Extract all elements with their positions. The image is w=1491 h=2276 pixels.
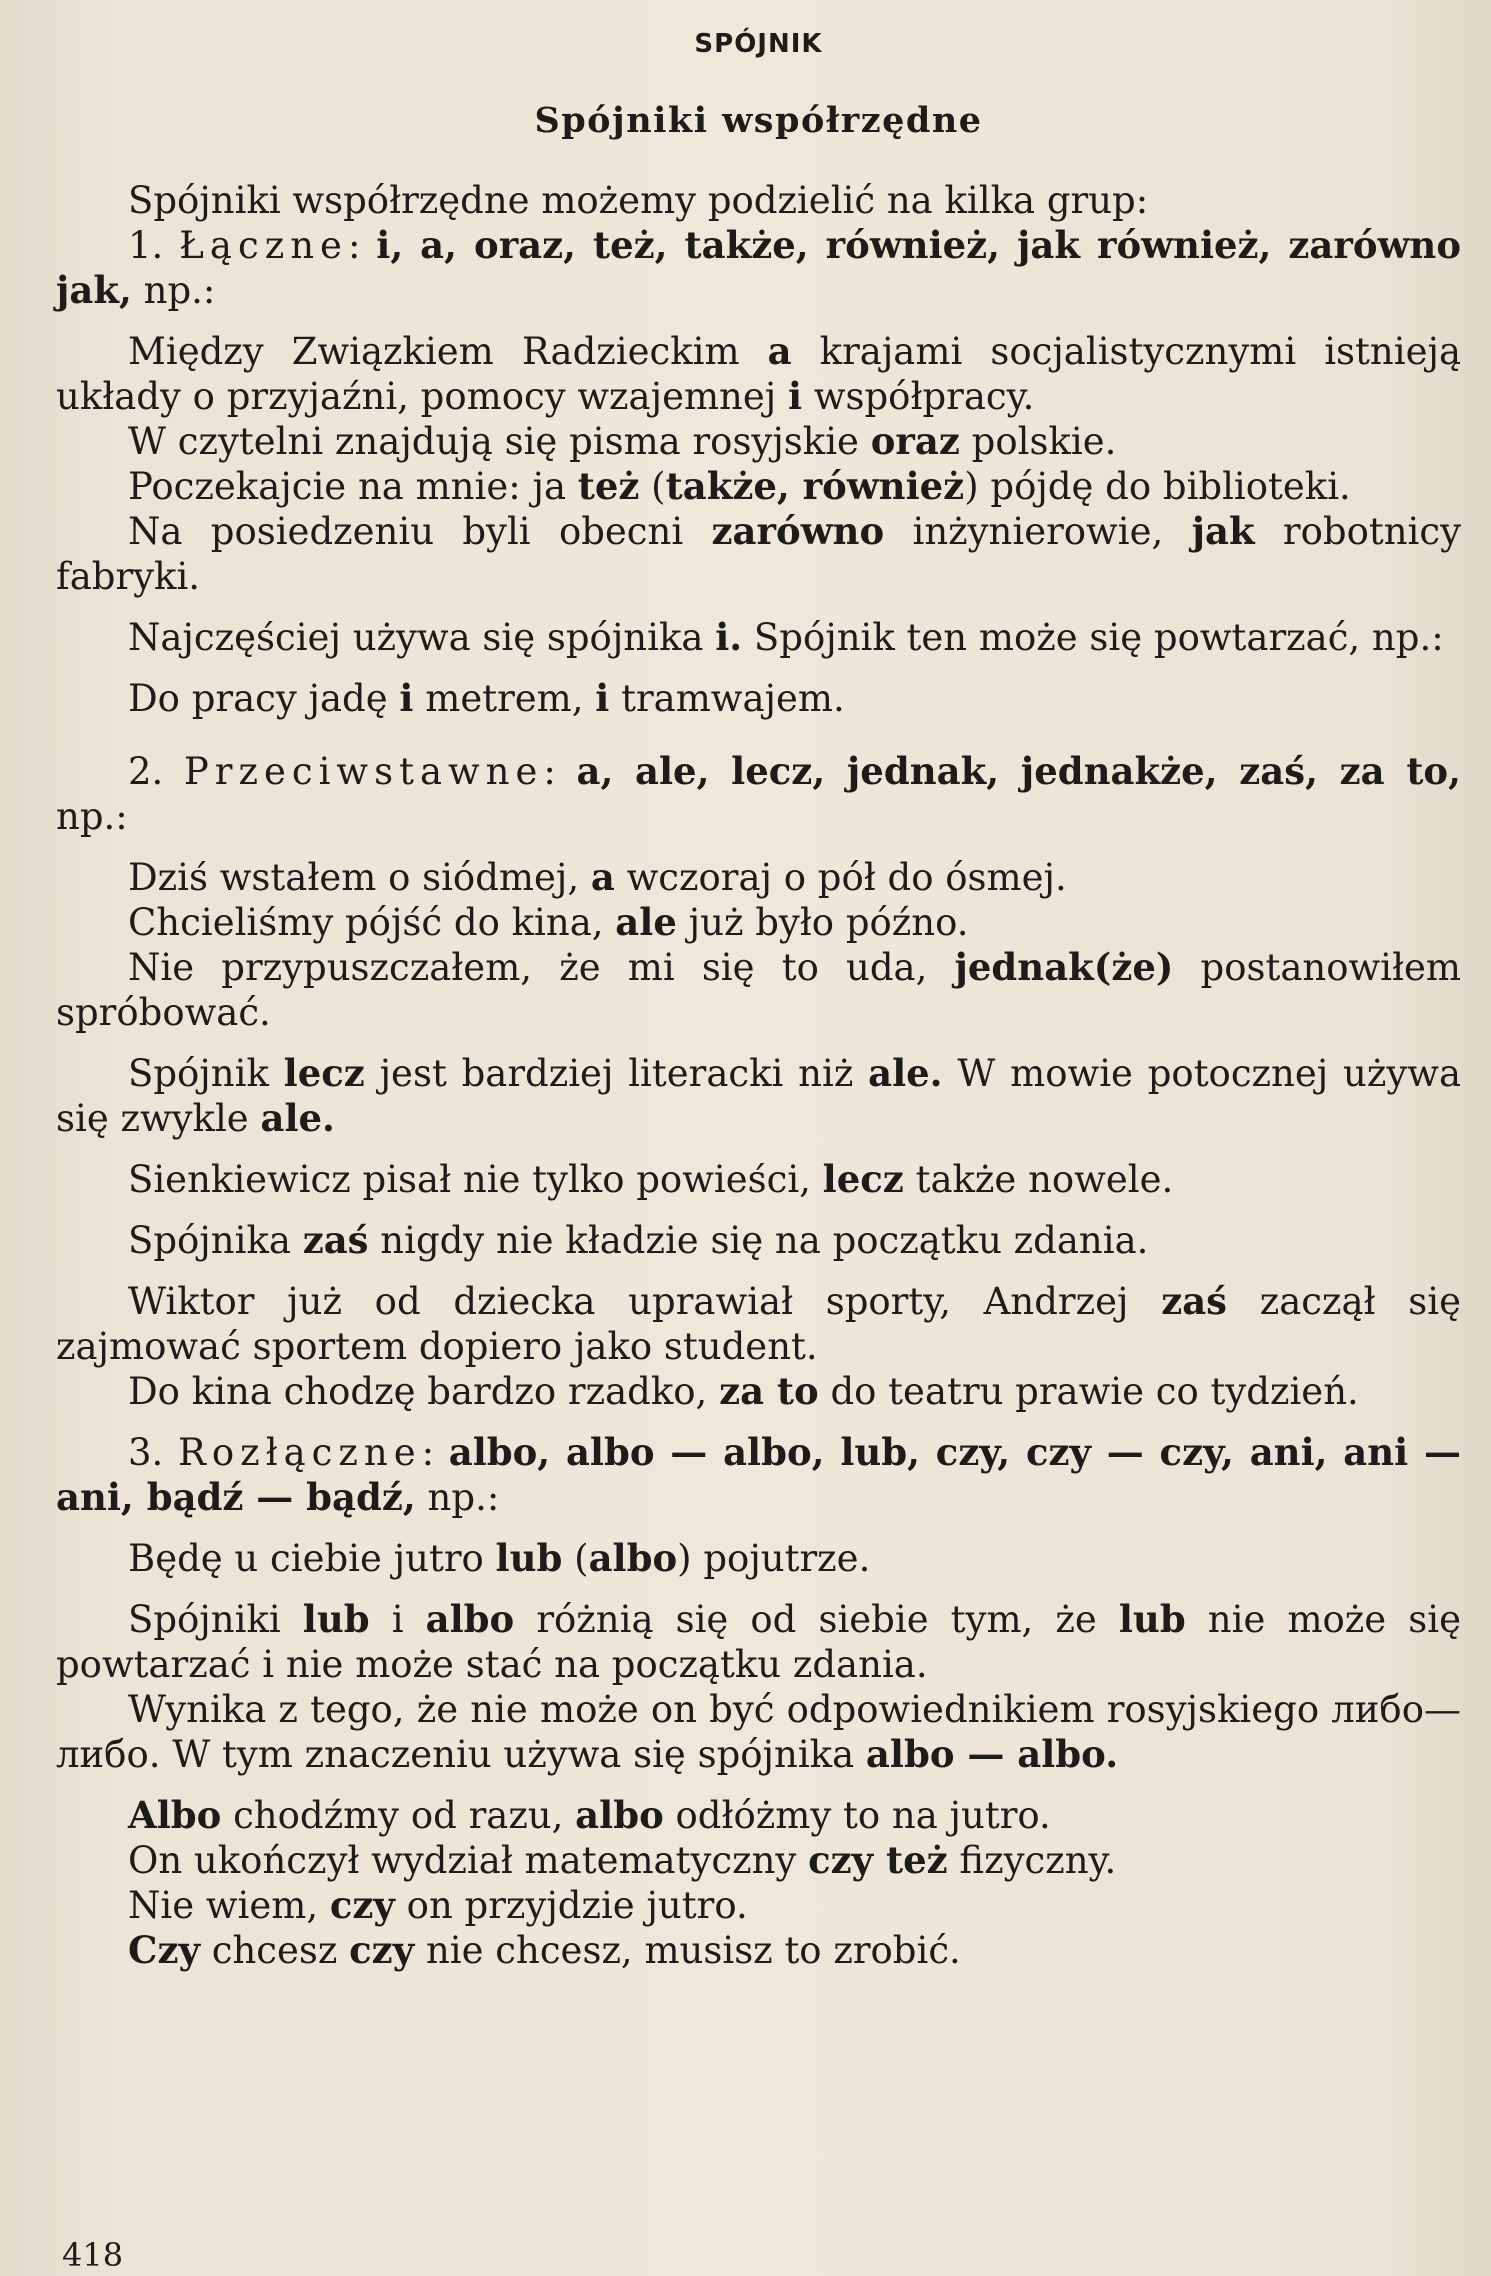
paragraph — [56, 1687, 1461, 1777]
paragraph — [56, 1597, 1461, 1687]
bold-term: albo — [575, 1793, 664, 1837]
text-run: jest bardziej literacki niż — [364, 1052, 869, 1095]
bold-term: i. — [715, 615, 743, 659]
text-run: Sienkiewicz pisał nie tylko powieści, — [128, 1158, 823, 1201]
bold-term: zaś — [1161, 1279, 1228, 1323]
body-text — [56, 178, 1461, 1973]
text-run: Wiktor już od dziecka uprawiał sporty, Andrzej — [128, 1280, 1162, 1323]
bold-term: a, ale, lecz, jednak, jednakże, zaś, za to, — [576, 749, 1461, 793]
paragraph — [56, 1838, 1461, 1883]
text-run: np.: — [56, 795, 128, 838]
category-name: Rozłączne — [177, 1431, 422, 1474]
bold-term: zarówno — [711, 509, 885, 553]
text-run: On ukończył wydział matematyczny — [128, 1839, 809, 1882]
text-run: : — [421, 1431, 449, 1474]
text-run: Spójnik ten może się powtarzać, np.: — [742, 616, 1444, 659]
text-run: wczoraj o pół do ósmej. — [614, 856, 1067, 899]
bold-term: lecz — [822, 1157, 904, 1201]
text-run: do teatru prawie co tydzień. — [818, 1370, 1359, 1413]
text-run: Spójnika — [128, 1219, 303, 1262]
paragraph — [56, 1157, 1461, 1202]
paragraph — [56, 1279, 1461, 1369]
text-run: Poczekajcie na mnie: ja — [128, 465, 578, 508]
bold-term: albo — [425, 1597, 515, 1641]
text-run: chodźmy od razu, — [221, 1794, 576, 1837]
text-run: Nie przypuszczałem, że mi się to uda, — [128, 946, 955, 989]
bold-term: albo — albo. — [865, 1732, 1119, 1776]
paragraph — [56, 178, 1461, 223]
text-run: fizyczny. — [947, 1839, 1117, 1882]
text-run: W czytelni znajdują się pisma rosyjskie — [128, 420, 871, 463]
bold-term: a — [590, 855, 615, 899]
text-run: Dziś wstałem o siódmej, — [128, 856, 591, 899]
text-run: także nowele. — [903, 1158, 1174, 1201]
bold-term: czy też — [808, 1838, 948, 1882]
text-run: Między Związkiem Radzieckim — [128, 330, 768, 373]
bold-term: czy — [329, 1883, 395, 1927]
bold-term: lub — [495, 1536, 563, 1580]
paragraph — [56, 1369, 1461, 1414]
text-run: Będę u ciebie jutro — [128, 1537, 496, 1580]
bold-term: a — [767, 329, 792, 373]
text-run: Spójnik — [128, 1052, 284, 1095]
bold-term: albo, albo — albo, lub, czy, czy — czy, ani, ani — ani, bądź — bądź, — [56, 1430, 1461, 1519]
text-run: Wynika z tego, że nie może on być odpowiednikiem rosyjskiego либо—либо. W tym znaczeniu używa się spójnika — [56, 1688, 1461, 1776]
text-run: Do pracy jadę — [128, 677, 400, 720]
paragraph — [56, 676, 1461, 721]
paragraph — [56, 464, 1461, 509]
text-run: ( — [639, 465, 666, 508]
text-run: zaczął się zajmować sportem dopiero jako student. — [56, 1280, 1461, 1368]
category-name: Przeciwstawne — [183, 750, 544, 793]
bold-term: ale. — [868, 1051, 943, 1095]
paragraph — [56, 1536, 1461, 1581]
paragraph — [56, 749, 1461, 839]
text-run: Spójniki współrzędne możemy podzielić na kilka grup: — [128, 179, 1149, 222]
text-run: Nie wiem, — [128, 1884, 330, 1927]
paragraph — [56, 1928, 1461, 1973]
bold-term: ale — [615, 900, 677, 944]
paragraph — [56, 1430, 1461, 1520]
text-run: on przyjdzie jutro. — [394, 1884, 748, 1927]
bold-term: i — [399, 676, 414, 720]
bold-term: i — [595, 676, 610, 720]
text-run: metrem, — [413, 677, 596, 720]
bold-term: lub — [1118, 1597, 1186, 1641]
text-run: współpracy. — [802, 375, 1035, 418]
bold-term: i, a, oraz, też, także, również, jak również, zarówno jak, — [56, 223, 1461, 312]
text-run: krajami socjalistycznymi istnieją układy o przyjaźni, pomocy wzajemnej — [56, 330, 1461, 418]
text-run: robotnicy fabryki. — [56, 510, 1461, 598]
paragraph — [56, 945, 1461, 1035]
text-run: nigdy nie kładzie się na początku zdania. — [368, 1219, 1149, 1262]
bold-term: lecz — [283, 1051, 365, 1095]
text-run: ) pojutrze. — [677, 1537, 871, 1580]
text-run: W mowie potocznej używa się zwykle — [56, 1052, 1461, 1140]
text-run: Do kina chodzę bardzo rzadko, — [128, 1370, 720, 1413]
bold-term: Czy — [128, 1928, 200, 1972]
paragraph — [56, 419, 1461, 464]
bold-term: albo — [588, 1536, 678, 1580]
text-run: odłóżmy to na jutro. — [663, 1794, 1051, 1837]
text-run: tramwajem. — [609, 677, 845, 720]
paragraph — [56, 223, 1461, 313]
bold-term: czy — [349, 1928, 415, 1972]
paragraph — [56, 329, 1461, 419]
paragraph — [56, 615, 1461, 660]
bold-term: też — [577, 464, 640, 508]
text-run: ) pójdę do biblioteki. — [964, 465, 1351, 508]
text-run: Chcieliśmy pójść do kina, — [128, 901, 616, 944]
paragraph — [56, 900, 1461, 945]
text-run: już było późno. — [676, 901, 969, 944]
bold-term: Albo — [128, 1793, 222, 1837]
text-run: chcesz — [199, 1929, 350, 1972]
text-run: Najczęściej używa się spójnika — [128, 616, 716, 659]
paragraph — [56, 855, 1461, 900]
paragraph — [56, 1793, 1461, 1838]
bold-term: jednak(że) — [954, 945, 1174, 989]
text-run: 3. — [128, 1431, 178, 1474]
text-run: nie może się powtarzać i nie może stać na początku zdania. — [56, 1598, 1462, 1686]
bold-term: jak — [1191, 509, 1255, 553]
bold-term: i — [788, 374, 803, 418]
paragraph — [56, 1051, 1461, 1141]
text-run: i — [369, 1598, 426, 1641]
text-run: polskie. — [959, 420, 1117, 463]
bold-term: także, również — [665, 464, 965, 508]
bold-term: ale. — [260, 1096, 335, 1140]
text-run: inżynierowie, — [884, 510, 1192, 553]
text-run: postanowiłem spróbować. — [56, 946, 1461, 1034]
bold-term: lub — [302, 1597, 370, 1641]
paragraph — [56, 1218, 1461, 1263]
bold-term: za to — [719, 1369, 819, 1413]
text-run: różnią się od siebie tym, że — [514, 1598, 1119, 1641]
text-run: 2. — [128, 750, 184, 793]
text-run: nie chcesz, musisz to zrobić. — [414, 1929, 961, 1972]
text-run: Spójniki — [128, 1598, 303, 1641]
running-head: SPÓJNIK — [694, 29, 823, 59]
text-run: 1. — [128, 224, 180, 267]
paragraph — [56, 1883, 1461, 1928]
section-title: Spójniki współrzędne — [534, 100, 983, 141]
page-number: 418 — [62, 2236, 124, 2274]
text-run: ( — [562, 1537, 589, 1580]
text-run: np.: — [131, 269, 216, 312]
bold-term: oraz — [870, 419, 960, 463]
text-run: : — [347, 224, 377, 267]
text-run: : — [543, 750, 577, 793]
category-name: Łączne — [179, 224, 348, 267]
bold-term: zaś — [302, 1218, 369, 1262]
text-run: Na posiedzeniu byli obecni — [128, 510, 712, 553]
paragraph — [56, 509, 1461, 599]
text-run: np.: — [415, 1476, 500, 1519]
